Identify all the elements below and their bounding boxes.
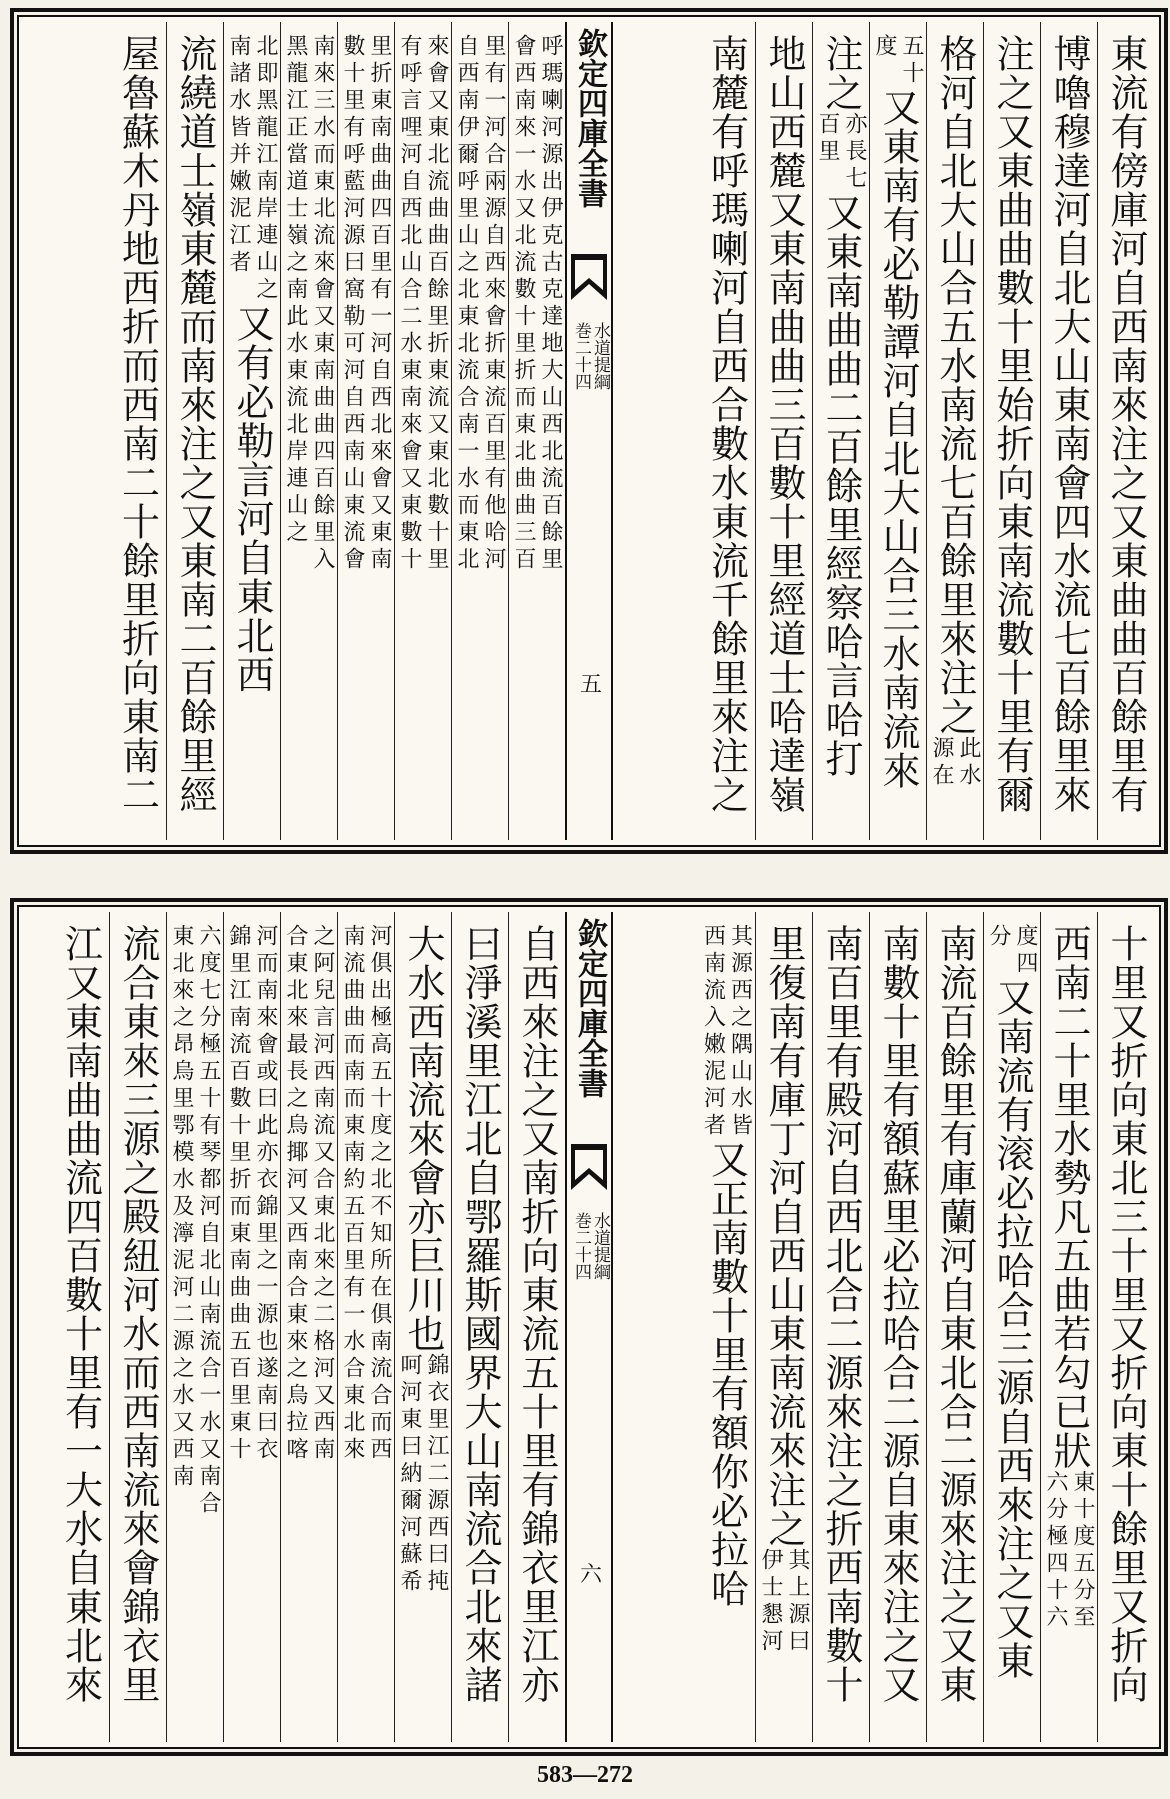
interlinear-note	[168, 924, 222, 1518]
main-text: 又正南數十里有額你必拉哈	[704, 1140, 749, 1608]
note-line: 南諸水皆并嫩泥江者	[226, 34, 251, 277]
main-text: 東流有傍庫河自西南來注之又東曲曲百餘里有	[1104, 34, 1148, 814]
center-fold-strip	[565, 22, 613, 840]
text-column	[698, 912, 755, 1742]
volume-label: 巻二十四	[571, 1212, 591, 1280]
section-title: 水道提綱	[590, 322, 610, 390]
section-label	[571, 322, 609, 390]
text-column	[1040, 912, 1097, 1742]
text-column	[223, 22, 280, 840]
interlinear-note	[928, 736, 982, 790]
note-line: 其上源曰	[785, 1548, 810, 1656]
note-line: 六分極四十六	[1043, 1470, 1068, 1632]
note-line: 呼瑪喇河源出伊克古克達地大山西北流百餘里	[538, 34, 563, 574]
text-column	[983, 912, 1040, 1742]
interlinear-note	[225, 924, 279, 1464]
left-half-columns	[24, 22, 565, 840]
text-column	[52, 912, 109, 1742]
text-column	[812, 912, 869, 1742]
interlinear-note	[396, 34, 450, 574]
text-column	[394, 912, 451, 1742]
note-line: 西南流入嫩泥河者	[700, 924, 726, 1140]
note-line: 合東北來最長之烏揶河又西南合東來之烏拉喀	[283, 924, 308, 1464]
text-column	[508, 912, 565, 1742]
note-line: 有呼言哩河自西北山合二水東南來會又東數十	[397, 34, 422, 574]
text-column	[337, 22, 394, 840]
text-column	[451, 22, 508, 840]
catalog-number: 583—272	[537, 1762, 633, 1788]
main-text: 又東南有必勒譚河自北大山合三水南流來	[876, 88, 920, 790]
book-title: 欽定四庫全書	[572, 918, 607, 1098]
text-column	[508, 22, 565, 840]
text-column	[983, 22, 1040, 840]
note-line: 百里	[815, 112, 840, 166]
main-text: 自西來注之又南折向東流五十里有錦衣里江亦	[515, 924, 559, 1704]
note-line: 黑龍江正當道士嶺之南此水東流北岸連山之	[283, 34, 308, 547]
main-text: 西南二十里水勢凡五曲若勾已狀	[1047, 924, 1091, 1470]
text-column	[869, 22, 926, 840]
book-title: 欽定四庫全書	[572, 28, 607, 208]
text-column	[166, 912, 223, 1742]
note-line: 錦衣里江二源西曰扽	[424, 1353, 449, 1596]
interlinear-note	[282, 34, 336, 574]
main-text: 又南流有滚必拉哈合三源自西來注之又東	[990, 978, 1034, 1680]
text-column	[223, 912, 280, 1742]
section-title: 水道提綱	[590, 1212, 610, 1280]
note-line: 源在	[929, 736, 954, 790]
note-line: 東北來之昂烏里鄂模水及濘泥河二源之水又西南	[169, 924, 194, 1491]
text-column	[869, 912, 926, 1742]
interlinear-note	[339, 34, 393, 574]
text-column	[109, 22, 166, 840]
note-line: 五十	[899, 34, 924, 88]
main-text: 注之又東曲曲數十里始折向東南流數十里有爾	[990, 34, 1034, 814]
interlinear-note	[871, 34, 925, 88]
main-text: 南麓有呼瑪喇河自西合數水東流千餘里來注之	[704, 34, 749, 814]
volume-label: 巻二十四	[571, 322, 591, 390]
interlinear-note	[700, 924, 754, 1140]
text-column	[280, 912, 337, 1742]
note-line: 來會又東北流曲曲百餘里折東流又東北數十里	[424, 34, 449, 574]
note-line: 錦里江南流百數十里折而東南曲曲五百里東十	[226, 924, 251, 1464]
interlinear-note	[396, 1353, 450, 1596]
interlinear-note	[1042, 1470, 1096, 1632]
note-line: 河俱出極高五十度之北不知所在俱南流合而西	[367, 924, 392, 1464]
note-line: 其源西之隅山水皆	[727, 924, 753, 1140]
main-text: 南流百餘里有庫蘭河自東北合二源來注之又東	[933, 924, 977, 1704]
note-line: 分	[986, 924, 1011, 951]
main-text: 屋魯蘇木丹地西折而西南二十餘里折向東南二	[115, 34, 160, 814]
note-line: 南流曲曲而南而東南約五百里有一水合東北來	[340, 924, 365, 1464]
note-line: 伊士懇河	[758, 1548, 783, 1656]
text-column	[1040, 22, 1097, 840]
text-column	[1097, 22, 1154, 840]
note-line: 里有一河合兩源自西來會折東流百里有他哈河	[481, 34, 506, 574]
main-text: 南百里有殿河自西北合二源來注之折西南數十	[819, 924, 863, 1704]
right-half-columns	[613, 912, 1154, 1742]
interlinear-note	[282, 924, 336, 1464]
page-bottom	[10, 898, 1168, 1756]
main-text: 流繞道士嶺東麓而南來注之又東南二百餘里經	[173, 34, 217, 814]
text-column	[109, 912, 166, 1742]
main-text: 博嚕穆達河自北大山東南會四水流七百餘里來	[1047, 34, 1091, 814]
text-column	[926, 912, 983, 1742]
interlinear-note	[225, 34, 279, 304]
page-number: 六	[576, 1562, 602, 1584]
note-line: 此水	[956, 736, 981, 790]
note-line: 六度七分極五十有琴都河自北山南流合一水又南合	[196, 924, 221, 1518]
main-text: 注之	[819, 34, 863, 112]
fish-tail-mark	[571, 1144, 607, 1190]
text-column	[755, 912, 812, 1742]
main-text: 江又東南曲曲流四百數十里有一大水自東北來	[58, 924, 103, 1704]
note-line: 自西南伊爾呼里山之北東北流合南一水而東北	[454, 34, 479, 574]
interlinear-note	[757, 1548, 811, 1656]
main-text: 曰淨溪里江北自鄂羅斯國界大山南流合北來諸	[458, 924, 502, 1704]
main-text: 又東南曲曲二百餘里經察哈言哈打	[819, 193, 863, 778]
text-column	[280, 22, 337, 840]
note-line: 會西南來一水又北流數十里折而東北曲曲三百	[511, 34, 536, 574]
left-half-columns	[24, 912, 565, 1742]
note-line: 度四	[1013, 924, 1038, 978]
note-line: 呵河東曰納爾河蘇希	[397, 1353, 422, 1596]
text-column	[812, 22, 869, 840]
right-half-columns	[613, 22, 1154, 840]
main-text: 又有必勒言河自東北西	[230, 304, 274, 694]
interlinear-note	[453, 34, 507, 574]
note-line: 北即黑龍江南岸連山之	[253, 34, 278, 304]
main-text: 格河自北大山合五水南流七百餘里來注之	[933, 34, 977, 736]
section-label	[571, 1212, 609, 1280]
text-column	[451, 912, 508, 1742]
fish-tail-mark	[571, 254, 607, 300]
interlinear-note	[510, 34, 564, 574]
main-text: 地山西麓又東南曲曲三百數十里經道士哈達嶺	[762, 34, 806, 814]
text-column	[337, 912, 394, 1742]
main-text: 流合東來三源之殿紐河水而西南流來會錦衣里	[116, 924, 160, 1704]
text-column	[755, 22, 812, 840]
note-line: 里折東南曲曲四百里有一河自西北來會又東南	[367, 34, 392, 574]
text-column	[698, 22, 755, 840]
text-column	[166, 22, 223, 840]
note-line: 之阿兒言河西南流又合東北來之二格河又西南	[310, 924, 335, 1464]
page-number: 五	[576, 672, 602, 694]
main-text: 里復南有庫丁河自西山東南流來注之	[762, 924, 806, 1548]
note-line: 河而南來會或曰此亦衣錦里之一源也遂南曰衣	[253, 924, 278, 1464]
main-text: 十里又折向東北三十里又折向東十餘里又折向	[1104, 924, 1148, 1704]
note-line: 南來三水而東北流來會又東南曲曲四百餘里入	[310, 34, 335, 574]
text-column	[926, 22, 983, 840]
page-top	[10, 8, 1168, 854]
note-line: 東十度五分至	[1070, 1470, 1095, 1632]
text-column	[1097, 912, 1154, 1742]
note-line: 數十里有呼藍河源曰窩勒可河自西南山東流會	[340, 34, 365, 574]
text-column	[394, 22, 451, 840]
interlinear-note	[339, 924, 393, 1464]
center-fold-strip	[565, 912, 613, 1742]
main-text: 南數十里有額蘇里必拉哈合二源自東來注之又	[876, 924, 920, 1704]
main-text: 大水西南流來會亦巨川也	[401, 924, 445, 1353]
note-line: 度	[872, 34, 897, 61]
note-line: 亦長七	[842, 112, 867, 193]
interlinear-note	[814, 112, 868, 193]
interlinear-note	[985, 924, 1039, 978]
